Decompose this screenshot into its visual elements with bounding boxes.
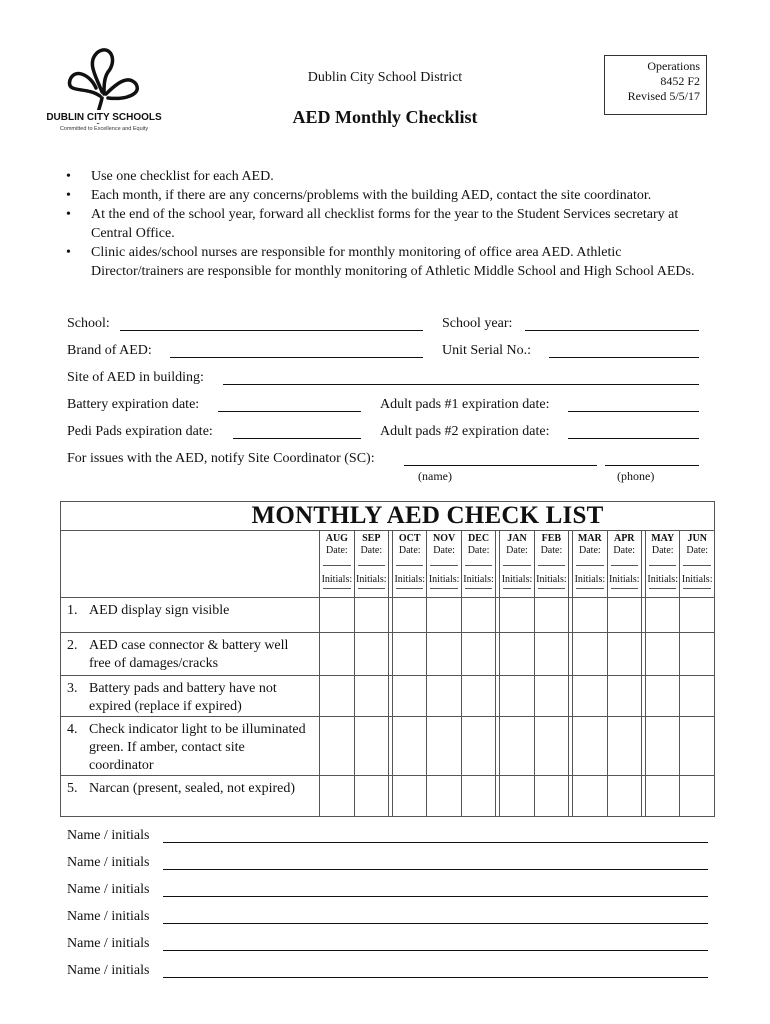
date-line[interactable] xyxy=(503,557,530,566)
month-name: OCT xyxy=(398,533,421,544)
date-label: Date: xyxy=(651,545,674,556)
date-line[interactable] xyxy=(683,557,711,566)
initials-line[interactable] xyxy=(323,588,350,589)
check-cell-may[interactable] xyxy=(646,598,680,633)
initials-label: Initials: xyxy=(574,574,606,585)
check-cell-apr[interactable] xyxy=(607,776,641,817)
check-cell-dec[interactable] xyxy=(461,717,495,776)
initials-label: Initials: xyxy=(501,574,533,585)
district-name: Dublin City School District xyxy=(307,70,463,85)
check-cell-nov[interactable] xyxy=(427,633,461,676)
check-cell-nov[interactable] xyxy=(427,598,461,633)
check-cell-aug[interactable] xyxy=(320,776,354,817)
name-initials-label: Name / initials xyxy=(67,936,150,951)
date-line[interactable] xyxy=(396,557,423,566)
month-name: MAY xyxy=(651,533,675,544)
check-cell-mar[interactable] xyxy=(573,717,607,776)
check-cell-mar[interactable] xyxy=(573,676,607,717)
sc-phone-input[interactable] xyxy=(605,465,699,466)
instruction-item: • Clinic aides/school nurses are responsible for monthly monitoring of office area AED. Athletic Director/trainers are responsible for monthly monitoring of Athletic Middle School and High School AEDs. xyxy=(66,243,716,281)
month-oct xyxy=(393,531,427,598)
item-number: 4. xyxy=(67,722,78,737)
month-name: SEP xyxy=(362,533,381,544)
site-label: Site of AED in building: xyxy=(67,370,204,385)
checklist-title: MONTHLY AED CHECK LIST xyxy=(61,502,715,531)
month-header-row xyxy=(61,531,715,598)
item-number: 1. xyxy=(67,603,78,618)
check-cell-aug[interactable] xyxy=(320,717,354,776)
initials-line[interactable] xyxy=(649,588,676,589)
date-label: Date: xyxy=(467,545,490,556)
item-text: Battery pads and battery have not expired (replace if expired) xyxy=(89,681,277,714)
month-name: FEB xyxy=(541,533,562,544)
check-cell-jan[interactable] xyxy=(500,776,534,817)
name-initials-label: Name / initials xyxy=(67,855,150,870)
initials-label: Initials: xyxy=(355,574,387,585)
initials-line[interactable] xyxy=(465,588,492,589)
date-line[interactable] xyxy=(430,557,457,566)
battery-input[interactable] xyxy=(218,411,361,412)
ops-line3: Revised 5/5/17 xyxy=(627,89,700,103)
check-cell-jan[interactable] xyxy=(500,633,534,676)
brand-label: Brand of AED: xyxy=(67,343,152,358)
instruction-item: • At the end of the school year, forward all checklist forms for the year to the Student Services secretary at Central Office. xyxy=(66,205,716,243)
check-cell-apr[interactable] xyxy=(607,598,641,633)
name-initials-label: Name / initials xyxy=(67,828,150,843)
check-cell-sep[interactable] xyxy=(354,717,388,776)
month-may xyxy=(646,531,680,598)
date-label: Date: xyxy=(686,545,709,556)
date-line[interactable] xyxy=(358,557,385,566)
check-cell-sep[interactable] xyxy=(354,676,388,717)
initials-line[interactable] xyxy=(538,588,565,589)
month-name: NOV xyxy=(433,533,456,544)
check-cell-feb[interactable] xyxy=(534,598,568,633)
month-name: APR xyxy=(613,533,635,544)
sc-name-input[interactable] xyxy=(404,465,597,466)
month-feb xyxy=(534,531,568,598)
check-cell-may[interactable] xyxy=(646,776,680,817)
check-cell-feb[interactable] xyxy=(534,717,568,776)
month-name: AUG xyxy=(325,533,348,544)
check-cell-apr[interactable] xyxy=(607,676,641,717)
check-cell-dec[interactable] xyxy=(461,776,495,817)
date-label: Date: xyxy=(613,545,636,556)
check-cell-mar[interactable] xyxy=(573,633,607,676)
school-input[interactable] xyxy=(120,330,423,331)
check-cell-sep[interactable] xyxy=(354,598,388,633)
check-cell-dec[interactable] xyxy=(461,598,495,633)
serial-input[interactable] xyxy=(549,357,699,358)
item-number: 2. xyxy=(67,638,78,653)
initials-label: Initials: xyxy=(321,574,353,585)
initials-label: Initials: xyxy=(428,574,460,585)
initials-line[interactable] xyxy=(430,588,457,589)
checklist-table xyxy=(60,501,715,817)
month-jun xyxy=(680,531,715,598)
check-cell-oct[interactable] xyxy=(393,598,427,633)
table-row xyxy=(61,598,715,633)
initials-line[interactable] xyxy=(576,588,603,589)
adult1-input[interactable] xyxy=(568,411,699,412)
month-aug xyxy=(320,531,354,598)
check-cell-may[interactable] xyxy=(646,717,680,776)
name-initials-label: Name / initials xyxy=(67,882,150,897)
date-line[interactable] xyxy=(465,557,492,566)
month-sep xyxy=(354,531,388,598)
adult1-label: Adult pads #1 expiration date: xyxy=(380,397,550,412)
brand-input[interactable] xyxy=(170,357,423,358)
date-label: Date: xyxy=(540,545,563,556)
check-cell-mar[interactable] xyxy=(573,598,607,633)
checklist-item xyxy=(61,598,320,633)
ops-line1: Operations xyxy=(647,59,700,73)
date-line[interactable] xyxy=(323,557,350,566)
check-cell-dec[interactable] xyxy=(461,633,495,676)
school-year-label: School year: xyxy=(442,316,513,331)
initials-line[interactable] xyxy=(611,588,638,589)
date-label: Date: xyxy=(326,545,348,556)
initials-label: Initials: xyxy=(647,574,678,585)
adult2-label: Adult pads #2 expiration date: xyxy=(380,424,550,439)
logo-text: DUBLIN CITY SCHOOLS xyxy=(46,112,162,123)
check-cell-may[interactable] xyxy=(646,676,680,717)
item-number: 5. xyxy=(67,781,78,796)
check-cell-mar[interactable] xyxy=(573,776,607,817)
checklist-item xyxy=(61,717,320,776)
check-cell-aug[interactable] xyxy=(320,676,354,717)
check-cell-dec[interactable] xyxy=(461,676,495,717)
check-cell-feb[interactable] xyxy=(534,676,568,717)
check-cell-sep[interactable] xyxy=(354,776,388,817)
battery-label: Battery expiration date: xyxy=(67,397,200,412)
check-cell-may[interactable] xyxy=(646,633,680,676)
month-name: JUN xyxy=(687,533,707,544)
ops-line2: 8452 F2 xyxy=(660,74,700,88)
date-label: Date: xyxy=(398,545,421,556)
date-label: Date: xyxy=(506,545,528,556)
name-initials-label: Name / initials xyxy=(67,909,150,924)
name-initials-input[interactable] xyxy=(163,842,708,843)
item-number: 3. xyxy=(67,681,78,696)
check-cell-jun[interactable] xyxy=(680,676,715,717)
check-cell-jan[interactable] xyxy=(500,717,534,776)
date-label: Date: xyxy=(579,545,601,556)
name-initials-input[interactable] xyxy=(163,869,708,870)
date-line[interactable] xyxy=(576,557,603,566)
instruction-item: • Each month, if there are any concerns/problems with the building AED, contact the site coordinator. xyxy=(66,186,716,205)
check-cell-jan[interactable] xyxy=(500,598,534,633)
check-cell-feb[interactable] xyxy=(534,633,568,676)
check-cell-oct[interactable] xyxy=(393,676,427,717)
initials-label: Initials: xyxy=(608,574,640,585)
initials-label: Initials: xyxy=(536,574,567,585)
instruction-item: • Use one checklist for each AED. xyxy=(66,167,716,186)
month-name: MAR xyxy=(577,533,602,544)
date-line[interactable] xyxy=(649,557,676,566)
month-name: JAN xyxy=(507,533,527,544)
initials-line[interactable] xyxy=(503,588,530,589)
item-text: AED case connector & battery well free of damages/cracks xyxy=(89,638,289,671)
pedi-input[interactable] xyxy=(233,438,361,439)
check-cell-aug[interactable] xyxy=(320,598,354,633)
check-cell-nov[interactable] xyxy=(427,776,461,817)
school-year-input[interactable] xyxy=(525,330,699,331)
initials-line[interactable] xyxy=(683,588,711,589)
check-cell-nov[interactable] xyxy=(427,676,461,717)
site-input[interactable] xyxy=(223,384,699,385)
dublin-logo xyxy=(46,44,162,144)
check-cell-oct[interactable] xyxy=(393,717,427,776)
check-cell-oct[interactable] xyxy=(393,633,427,676)
initials-line[interactable] xyxy=(358,588,385,589)
check-cell-jun[interactable] xyxy=(680,717,715,776)
month-nov xyxy=(427,531,461,598)
name-initials-input[interactable] xyxy=(163,896,708,897)
page-title: AED Monthly Checklist xyxy=(292,107,478,127)
phone-caption: (phone) xyxy=(617,469,655,483)
check-cell-nov[interactable] xyxy=(427,717,461,776)
date-label: Date: xyxy=(360,545,383,556)
check-cell-sep[interactable] xyxy=(354,633,388,676)
table-row xyxy=(61,633,715,676)
adult2-input[interactable] xyxy=(568,438,699,439)
name-initials-input[interactable] xyxy=(163,977,708,978)
check-cell-jan[interactable] xyxy=(500,676,534,717)
instructions-list xyxy=(66,167,716,281)
month-name: DEC xyxy=(467,533,490,544)
check-cell-jun[interactable] xyxy=(680,633,715,676)
check-cell-feb[interactable] xyxy=(534,776,568,817)
initials-label: Initials: xyxy=(394,574,425,585)
name-initials-label: Name / initials xyxy=(67,963,150,978)
serial-label: Unit Serial No.: xyxy=(442,343,532,358)
pedi-label: Pedi Pads expiration date: xyxy=(67,424,213,439)
check-cell-jun[interactable] xyxy=(680,598,715,633)
checklist-item xyxy=(61,633,320,676)
date-line[interactable] xyxy=(611,557,638,566)
check-cell-oct[interactable] xyxy=(393,776,427,817)
item-text: AED display sign visible xyxy=(89,603,230,618)
initials-label: Initials: xyxy=(681,574,713,585)
checklist-item xyxy=(61,676,320,717)
table-row xyxy=(61,717,715,776)
name-initials-input[interactable] xyxy=(163,950,708,951)
blank-header-cell xyxy=(61,531,320,598)
issues-label: For issues with the AED, notify Site Coordinator (SC): xyxy=(67,451,375,466)
item-text: Narcan (present, sealed, not expired) xyxy=(89,781,296,796)
operations-box xyxy=(604,55,707,115)
date-line[interactable] xyxy=(538,557,565,566)
name-caption: (name) xyxy=(418,469,452,483)
initials-line[interactable] xyxy=(396,588,423,589)
table-row xyxy=(61,676,715,717)
month-dec xyxy=(461,531,495,598)
date-label: Date: xyxy=(433,545,455,556)
initials-label: Initials: xyxy=(463,574,494,585)
month-mar xyxy=(573,531,607,598)
logo-tagline: Committed to Excellence and Equity xyxy=(59,126,149,132)
month-apr xyxy=(607,531,641,598)
check-cell-aug[interactable] xyxy=(320,633,354,676)
item-text: Check indicator light to be illuminated green. If amber, contact site coordinator xyxy=(89,722,306,773)
checklist-item xyxy=(61,776,320,817)
table-row xyxy=(61,776,715,817)
month-jan xyxy=(500,531,534,598)
check-cell-apr[interactable] xyxy=(607,717,641,776)
name-initials-input[interactable] xyxy=(163,923,708,924)
school-label: School: xyxy=(67,316,110,331)
check-cell-apr[interactable] xyxy=(607,633,641,676)
check-cell-jun[interactable] xyxy=(680,776,715,817)
